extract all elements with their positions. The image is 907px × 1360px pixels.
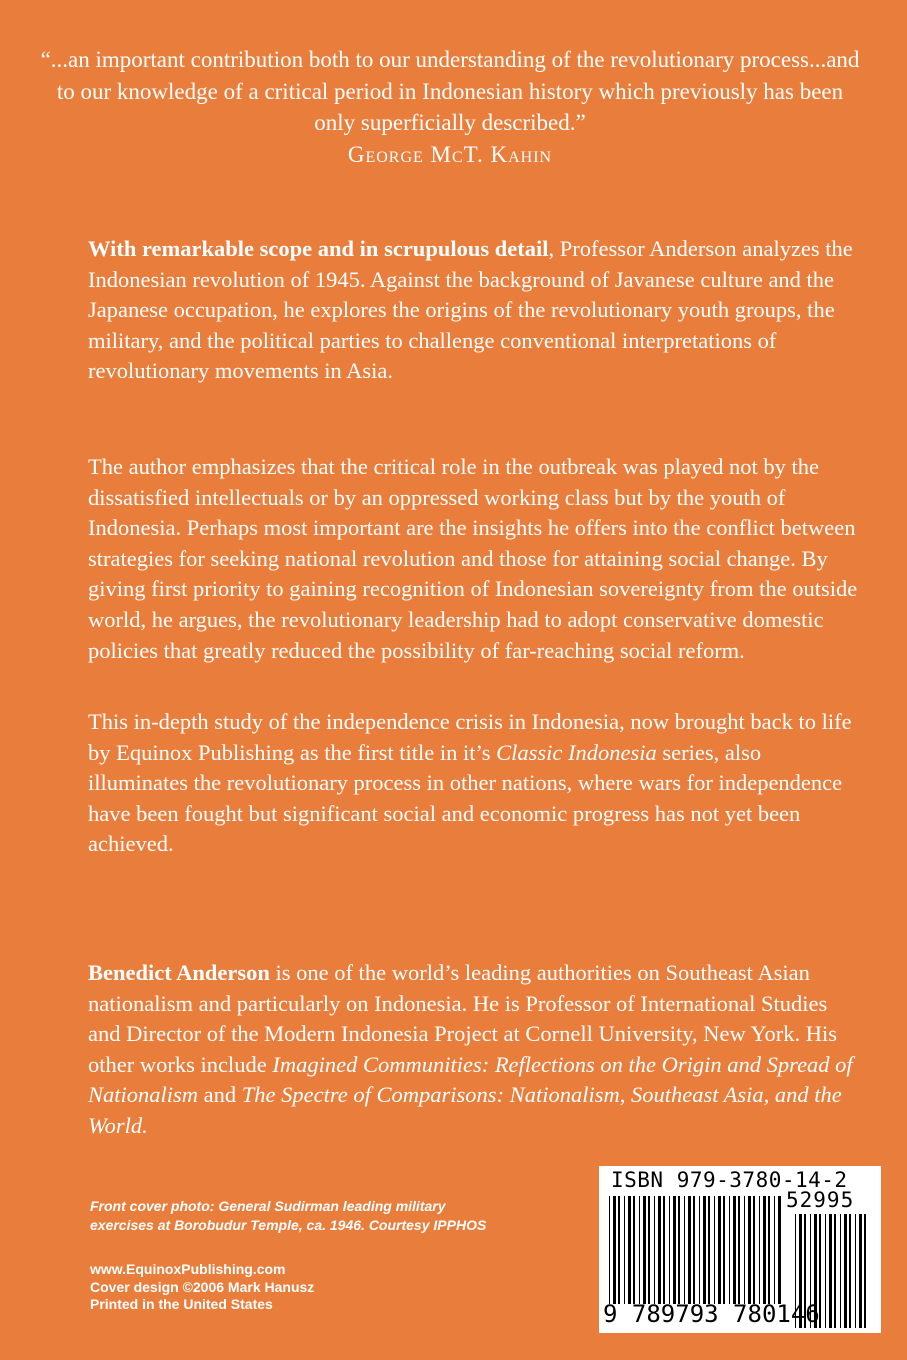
barcode-bar <box>684 1196 685 1304</box>
description-text-1: , Professor Anderson analyzes the Indonesian revolution of 1945. Against the background of Javanese culture and the Japanese occupation, he explores the origins of the revolutionary youth groups, the military, and the political parties to challenge conventional interpretations of revolutionary movements in Asia. <box>88 236 853 384</box>
barcode-bar <box>658 1196 661 1304</box>
barcode-bar <box>699 1196 700 1304</box>
barcode-bar <box>733 1196 736 1304</box>
barcode-bar <box>855 1214 856 1328</box>
description-lead: With remarkable scope and in scrupulous detail <box>88 236 549 261</box>
bio-text: is one of the world’s leading authorities on Southeast Asian nationalism and particularly on Indonesia. He is Professor of International Studies and Director of the Modern Indonesia Project at Cornell University, New York. His other works include <box>88 960 838 1077</box>
barcode-bar <box>643 1196 646 1304</box>
barcode-bar <box>778 1196 781 1304</box>
barcode-bar <box>703 1196 706 1304</box>
barcode-bar <box>829 1214 832 1328</box>
barcode-bar <box>729 1196 730 1304</box>
barcode-bar <box>834 1214 836 1328</box>
barcode-bar <box>844 1214 847 1328</box>
description-text-2: The author emphasizes that the critical role in the outbreak was played not by the dissatisfied intellectuals or by an oppressed working class but by the youth of Indonesia. Perhaps most important are the insights he offers into the conflict between strategies for seeking national revolution and those for attaining social change. By giving first priority to gaining recognition of Indonesian sovereignty from the outside world, he argues, the revolutionary leadership had to adopt conservative domestic policies that greatly reduced the possibility of far-reaching social reform. <box>88 454 858 663</box>
barcode-bar <box>628 1196 631 1304</box>
barcode-bar <box>849 1214 851 1328</box>
bio-and: and <box>198 1082 242 1108</box>
printed-in: Printed in the United States <box>90 1296 273 1312</box>
barcode-bar <box>825 1214 826 1328</box>
description-paragraph-3 <box>88 707 858 860</box>
barcode-bar <box>688 1196 691 1304</box>
quote-attribution: George McT. Kahin <box>347 141 553 167</box>
barcode-bar <box>654 1196 655 1304</box>
isbn-label: ISBN 979-3780-14-2 <box>611 1168 848 1192</box>
barcode-bar <box>663 1196 665 1304</box>
barcode-bar <box>840 1214 841 1328</box>
description-paragraph-2 <box>88 452 858 666</box>
barcode-bar <box>744 1196 745 1304</box>
barcode-bar <box>708 1196 710 1304</box>
barcode-bar <box>738 1196 740 1304</box>
photo-credit-line-2: exercises at Borobudur Temple, ca. 1946. Courtesy IPPHOS <box>90 1217 487 1233</box>
barcode-bar <box>723 1196 725 1304</box>
series-title: Classic Indonesia <box>496 739 657 765</box>
barcode-bar <box>639 1196 640 1304</box>
publisher-credits <box>90 1261 314 1314</box>
photo-credit-line-1: Front cover photo: General Sudirman leading military <box>90 1198 446 1214</box>
barcode-bar <box>714 1196 715 1304</box>
description-paragraph-1 <box>88 234 858 387</box>
barcode-bar <box>618 1196 620 1304</box>
barcode-bar <box>759 1196 760 1304</box>
barcode-bar <box>763 1196 766 1304</box>
barcode-digits: 9 789793 780146 <box>603 1300 820 1328</box>
barcode-bar <box>859 1214 862 1328</box>
barcode-bar <box>718 1196 721 1304</box>
endorsement-quote <box>40 44 860 170</box>
barcode-bar <box>693 1196 695 1304</box>
barcode-bar <box>633 1196 635 1304</box>
barcode-bar <box>609 1196 610 1304</box>
cover-design-credit: Cover design ©2006 Mark Hanusz <box>90 1278 315 1295</box>
barcode-bar <box>748 1196 751 1304</box>
barcode-bar <box>648 1196 650 1304</box>
barcode-bar <box>678 1196 680 1304</box>
photo-credit <box>90 1197 560 1235</box>
description-text-3a: This in-depth study of the independence crisis in Indonesia, now brought back to life by Equinox Publishing as the first title in it’s <box>88 709 852 765</box>
book-title-1: Imagined Communities: Reflections on the Origin and Spread of Nationalism <box>88 1051 853 1108</box>
author-bio <box>88 958 858 1142</box>
author-name: Benedict Anderson <box>88 960 270 985</box>
barcode-bar <box>669 1196 670 1304</box>
barcode-bar <box>768 1196 770 1304</box>
barcode-addon-digits: 52995 <box>786 1188 855 1212</box>
barcode-bar <box>673 1196 676 1304</box>
barcode <box>599 1166 881 1333</box>
barcode-main-bars <box>603 1196 783 1304</box>
book-title-2: The Spectre of Comparisons: Nationalism, Southeast Asia, and the World. <box>88 1082 842 1138</box>
barcode-bar <box>624 1196 625 1304</box>
barcode-bar <box>613 1196 616 1304</box>
description-text-3b: series, also illuminates the revolutionary process in other nations, where wars for independence have been fought but significant social and economic progress has not yet been achieved. <box>88 739 843 857</box>
website-url: www.EquinoxPublishing.com <box>90 1261 286 1277</box>
barcode-bar <box>753 1196 755 1304</box>
quote-text: “...an important contribution both to our understanding of the revolutionary process...and to our knowledge of a critical period in Indonesian history which previously has been only superficially described.” <box>40 47 860 135</box>
barcode-bar <box>864 1214 866 1328</box>
barcode-bar <box>774 1196 775 1304</box>
